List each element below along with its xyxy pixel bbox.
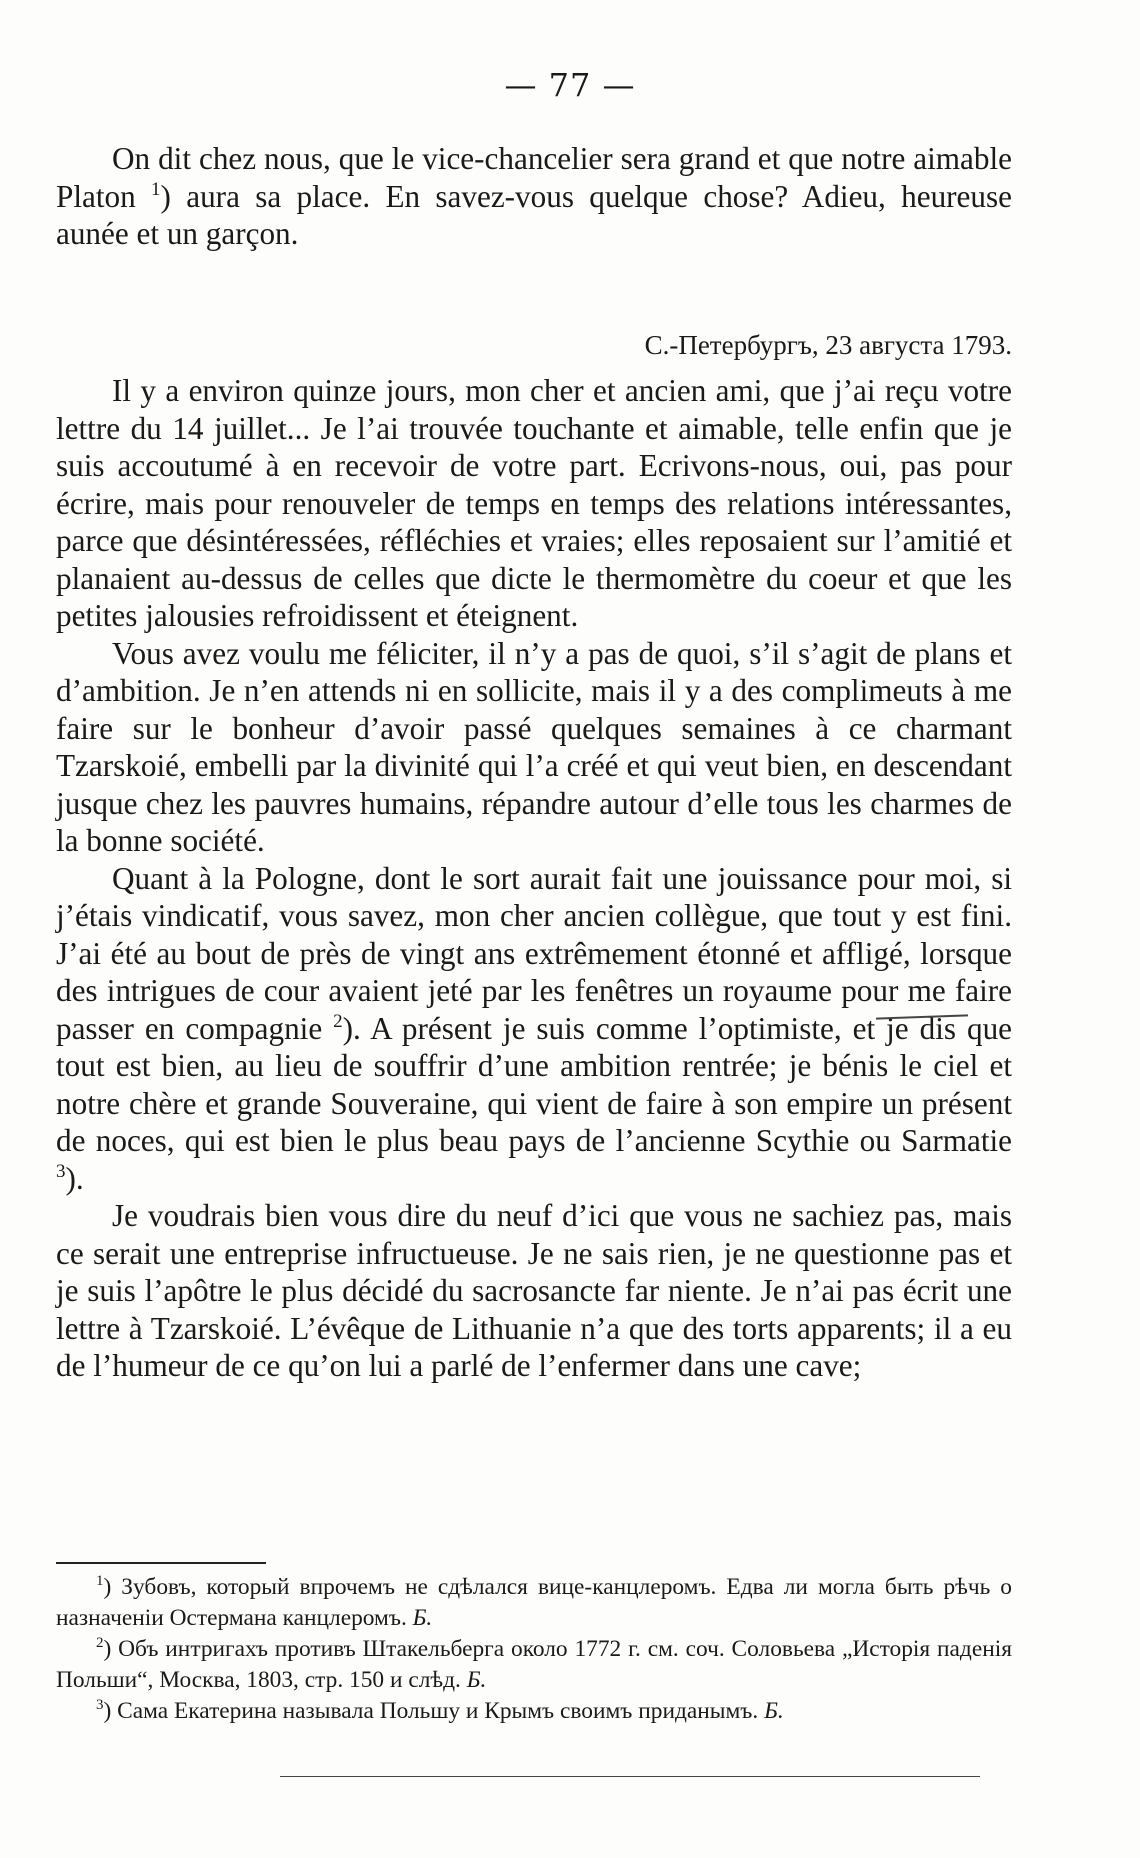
footnote-ref-2: 2	[333, 1010, 343, 1032]
paragraph-5: Je voudrais bien vous dire du neuf d’ici que vous ne sachiez pas, mais ce serait une entreprise infructueuse. Je ne sais rien, je ne questionne pas et je suis l’apôtre le plus décidé du sacrosancte far niente. Je n’ai pas écrit une lettre à Tzarskoié. L’évêque de Lithuanie n’a que des torts apparents; il a eu de l’humeur de ce qu’on lui a parlé de l’enfermer dans une cave;	[56, 1198, 1012, 1383]
paragraph-1: On dit chez nous, que le vice-chancelier sera grand et que notre aimable Platon $^1$) aura sa place. En savez-vous quelque chose? Adieu, heureuse aunée et un garçon.	[56, 141, 1012, 251]
letter-dateline: С.-Петербургъ, 23 августа 1793.	[644, 329, 1012, 360]
paragraph-4: Quant à la Pologne, dont le sort aurait fait une jouissance pour moi, si j’étais vindicatif, vous savez, mon cher ancien collègue, que tout y est fini. J’ai été au bout de près de vingt ans extrêmement étonné et affligé, lorsque des intrigues de cour avaient jeté par les fenêtres un royaume pour me faire passer en compagnie $^2$). A présent je suis comme l’optimiste, et je dis que tout est bien, au lieu de souffrir d’une ambition rentrée; je bénis le ciel et notre chère et grande Souveraine, qui vient de faire à son empire un présent de noces, qui est bien le plus beau pays de l’ancienne Scythie ou Sarmatie $^3$).	[56, 860, 1013, 1196]
footnote-divider	[56, 1562, 266, 1564]
paragraph-3: Vous avez voulu me féliciter, il n’y a pas de quoi, s’il s’agit de plans et d’ambition. Je n’en attends ni en sollicite, mais il y a des complimeuts à me faire sur le bonheur d’avoir passé quelques semaines à ce charmant Tzarskoié, embelli par la divinité qui l’a créé et qui veut bien, en descendant jusque chez les pauvres humains, répandre autour d’elle tous les charmes de la bonne société.	[56, 635, 1012, 858]
page-number: — 77 —	[504, 66, 636, 104]
paragraph-2: Il y a environ quinze jours, mon cher et ancien ami, que j’ai reçu votre lettre du 14 juillet... Je l’ai trouvée touchante et aimable, telle enfin que je suis accoutumé à en recevoir de votre part. Ecrivons-nous, oui, pas pour écrire, mais pour renouveler de temps en temps des relations intéressantes, parce que désintéressées, réfléchies et vraies; elles reposaient sur l’amitié et planaient au-dessus de celles que dicte le thermomètre du coeur et que les petites jalousies refroidissent et éteignent.	[56, 373, 1012, 633]
footnotes	[56, 1572, 1012, 1727]
footnote-ref-1: 1	[151, 178, 161, 200]
main-text	[56, 140, 1012, 1385]
footnote-1: $^1$) Зубовъ, который впрочемъ не сдѣлался вице-канцлеромъ. Едва ли могла быть рѣчь о назначеніи Остермана канцлеромъ. Б.	[56, 1573, 1012, 1631]
footnote-ref-3: 3	[56, 1160, 66, 1182]
underline-mark	[280, 1776, 980, 1777]
footnote-2: $^2$) Объ интригахъ противъ Штакельберга около 1772 г. см. соч. Соловьева „Исторія паденія Польши“, Москва, 1803, стр. 150 и слѣд. Б.	[56, 1635, 1012, 1693]
footnote-3: $^3$) Сама Екатерина называла Польшу и Крымъ своимъ приданымъ. Б.	[96, 1697, 784, 1724]
